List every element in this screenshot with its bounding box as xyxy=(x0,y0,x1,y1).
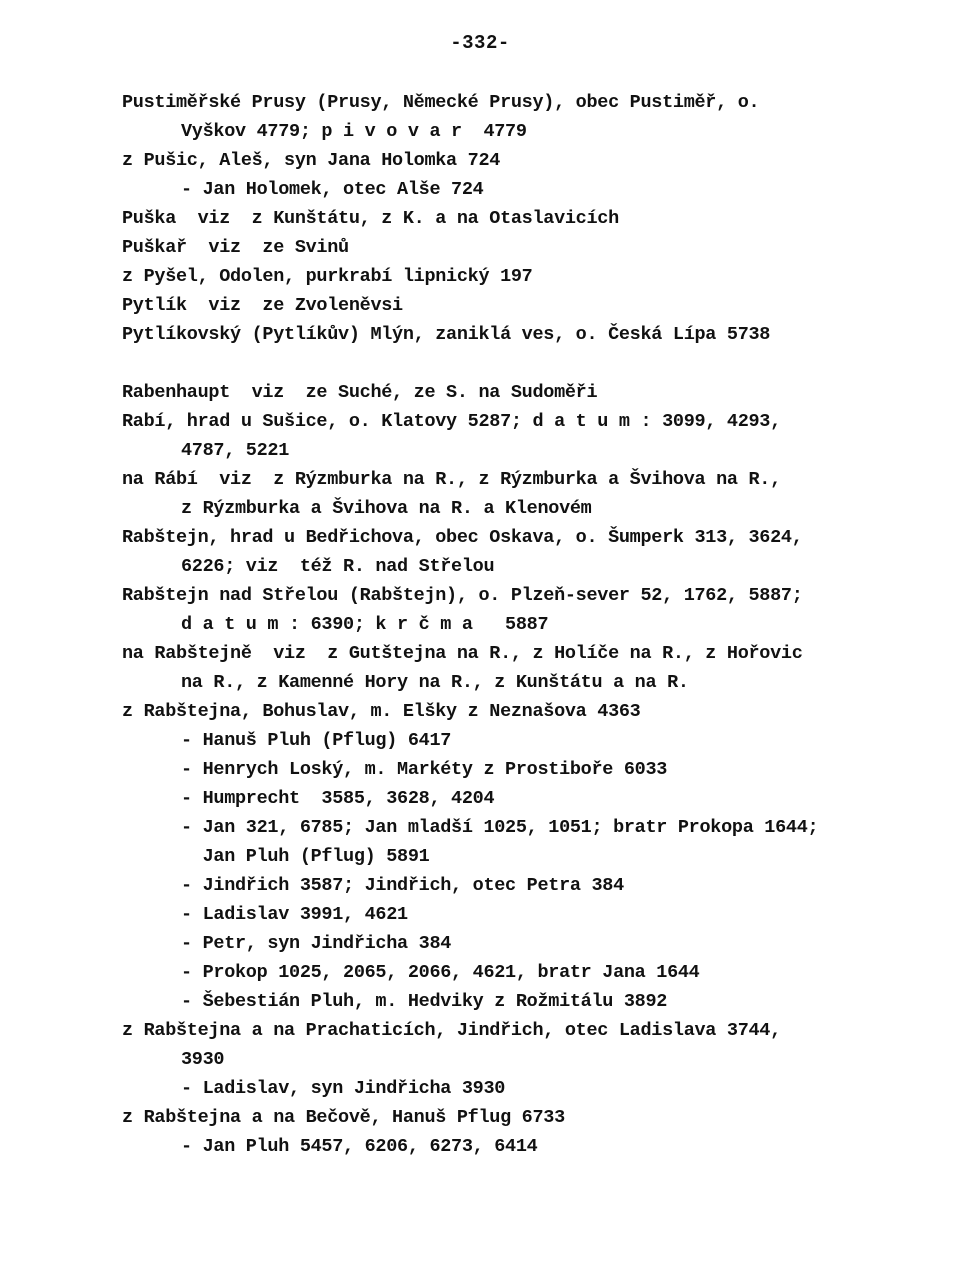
text-line: z Rabštejna a na Bečově, Hanuš Pflug 6733 xyxy=(122,1107,565,1128)
text-line: - Prokop 1025, 2065, 2066, 4621, bratr Jana 1644 xyxy=(181,962,700,983)
text-line: Rabenhaupt viz ze Suché, ze S. na Sudoměři xyxy=(122,382,598,403)
text-line: Rabštejn nad Střelou (Rabštejn), o. Plzeň-sever 52, 1762, 5887; xyxy=(122,585,803,606)
text-line: Pustiměřské Prusy (Prusy, Německé Prusy), obec Pustiměř, o. xyxy=(122,92,760,113)
text-line: 3930 xyxy=(181,1049,225,1070)
text-line: Pytlík viz ze Zvoleněvsi xyxy=(122,295,403,316)
text-line: z Rýzmburka a Švihova na R. a Klenovém xyxy=(181,498,592,519)
page-number: -332- xyxy=(450,32,510,54)
text-line: z Rabštejna, Bohuslav, m. Elšky z Neznašova 4363 xyxy=(122,701,641,722)
text-line: Vyškov 4779; p i v o v a r 4779 xyxy=(181,121,527,142)
text-line: - Ladislav 3991, 4621 xyxy=(181,904,408,925)
text-line: na R., z Kamenné Hory na R., z Kunštátu a na R. xyxy=(181,672,689,693)
text-line: Puškař viz ze Svinů xyxy=(122,237,349,258)
text-line: - Hanuš Pluh (Pflug) 6417 xyxy=(181,730,452,751)
text-line: Puška viz z Kunštátu, z K. a na Otaslavicích xyxy=(122,208,619,229)
text-line: z Rabštejna a na Prachaticích, Jindřich, otec Ladislava 3744, xyxy=(122,1020,781,1041)
text-line: d a t u m : 6390; k r č m a 5887 xyxy=(181,614,549,635)
text-line: na Rabštejně viz z Gutštejna na R., z Holíče na R., z Hořovic xyxy=(122,643,803,664)
text-line: z Pyšel, Odolen, purkrabí lipnický 197 xyxy=(122,266,533,287)
text-line: 4787, 5221 xyxy=(181,440,290,461)
text-line: 6226; viz též R. nad Střelou xyxy=(181,556,495,577)
text-line: - Jan Holomek, otec Alše 724 xyxy=(181,179,484,200)
text-line: Pytlíkovský (Pytlíkův) Mlýn, zaniklá ves, o. Česká Lípa 5738 xyxy=(122,324,771,345)
text-line: - Jan Pluh 5457, 6206, 6273, 6414 xyxy=(181,1136,538,1157)
text-line: Rabí, hrad u Sušice, o. Klatovy 5287; d a t u m : 3099, 4293, xyxy=(122,411,781,432)
text-line: - Jan 321, 6785; Jan mladší 1025, 1051; bratr Prokopa 1644; xyxy=(181,817,819,838)
text-line: - Jindřich 3587; Jindřich, otec Petra 384 xyxy=(181,875,624,896)
text-line: - Ladislav, syn Jindřicha 3930 xyxy=(181,1078,506,1099)
text-line: z Pušic, Aleš, syn Jana Holomka 724 xyxy=(122,150,501,171)
text-line: Jan Pluh (Pflug) 5891 xyxy=(181,846,430,867)
text-line: Rabštejn, hrad u Bedřichova, obec Oskava, o. Šumperk 313, 3624, xyxy=(122,527,803,548)
text-line: na Rábí viz z Rýzmburka na R., z Rýzmburka a Švihova na R., xyxy=(122,469,781,490)
text-line xyxy=(122,349,882,378)
text-line: - Henrych Loský, m. Markéty z Prostiboře 6033 xyxy=(181,759,668,780)
text-line: - Humprecht 3585, 3628, 4204 xyxy=(181,788,495,809)
index-entries xyxy=(122,88,882,1161)
text-line: - Petr, syn Jindřicha 384 xyxy=(181,933,452,954)
text-line: - Šebestián Pluh, m. Hedviky z Rožmitálu 3892 xyxy=(181,991,668,1012)
